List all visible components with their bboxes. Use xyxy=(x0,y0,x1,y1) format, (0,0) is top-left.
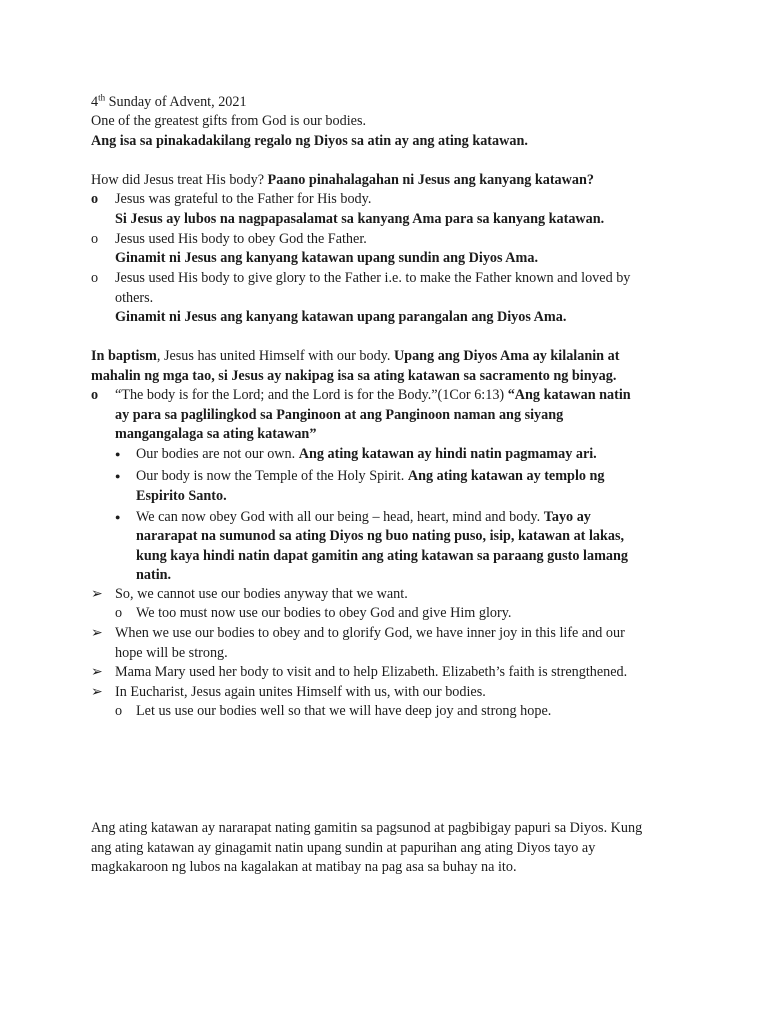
circle-bullet-marker: o xyxy=(115,703,123,719)
dot-bullet-icon: ● xyxy=(115,449,121,459)
point-3-english-line-1: Jesus used His body to give glory to the Father i.e. to make the Father known and loved by xyxy=(115,270,631,286)
dot-item-3-line-1 xyxy=(136,508,591,528)
arrow-bullet-icon: ➢ xyxy=(91,684,103,700)
date-ordinal: th xyxy=(98,92,106,103)
date-text: Sunday of Advent, 2021 xyxy=(105,94,247,110)
question-line xyxy=(91,171,594,191)
dot-item-1 xyxy=(136,445,597,465)
scripture-english: “The body is for the Lord; and the Lord is for the Body.”(1Cor 6:13) xyxy=(115,387,508,403)
circle-bullet-marker: o xyxy=(91,191,99,207)
circle-bullet-marker: o xyxy=(115,605,123,621)
arrow-bullet-icon: ➢ xyxy=(91,625,103,641)
arrow-bullet-icon: ➢ xyxy=(91,586,103,602)
scripture-line-3: mangangalaga sa ating katawan” xyxy=(115,426,317,442)
dot-item-3-english: We can now obey God with all our being – head, heart, mind and body. xyxy=(136,509,544,525)
arrow-item-3: Mama Mary used her body to visit and to help Elizabeth. Elizabeth’s faith is strengthened. xyxy=(115,664,628,680)
dot-item-2-line-2: Espirito Santo. xyxy=(136,488,227,504)
dot-item-1-english: Our bodies are not our own. xyxy=(136,446,299,462)
dot-bullet-icon: ● xyxy=(115,512,121,522)
arrow-item-2-line-2: hope will be strong. xyxy=(115,645,228,661)
baptism-line-2: mahalin ng mga tao, si Jesus ay nakipag isa sa ating katawan sa sacramento ng binyag. xyxy=(91,368,617,384)
scripture-tagalog-start: “Ang katawan natin xyxy=(507,387,631,403)
point-2-english: Jesus used His body to obey God the Father. xyxy=(115,231,367,247)
dot-item-3-line-3: kung kaya hindi natin dapat gamitin ang ating katawan sa paraang gusto lamang xyxy=(136,548,628,564)
dot-item-1-tagalog: Ang ating katawan ay hindi natin pagmamay ari. xyxy=(298,446,597,462)
arrow-item-1: So, we cannot use our bodies anyway that we want. xyxy=(115,586,408,602)
date-number: 4 xyxy=(91,94,99,110)
closing-line-1: Ang ating katawan ay nararapat nating gamitin sa pagsunod at pagbibigay papuri sa Diyos. Kung xyxy=(91,820,643,836)
point-1-tagalog: Si Jesus ay lubos na nagpapasalamat sa kanyang Ama para sa kanyang katawan. xyxy=(115,211,605,227)
dot-item-2-tagalog-start: Ang ating katawan ay templo ng xyxy=(407,468,605,484)
arrow-bullet-icon: ➢ xyxy=(91,664,103,680)
arrow-item-1-sub: We too must now use our bodies to obey God and give Him glory. xyxy=(136,605,512,621)
date-line xyxy=(91,93,247,113)
baptism-line-1 xyxy=(91,347,619,367)
baptism-tagalog-start: Upang ang Diyos Ama ay kilalanin at xyxy=(393,348,620,364)
circle-bullet-marker: o xyxy=(91,270,99,286)
scripture-line-2: ay para sa paglilingkod sa Panginoon at ang Panginoon naman ang siyang xyxy=(115,407,564,423)
arrow-item-2-line-1: When we use our bodies to obey and to glorify God, we have inner joy in this life and our xyxy=(115,625,625,641)
point-2-tagalog: Ginamit ni Jesus ang kanyang katawan upang sundin ang Diyos Ama. xyxy=(115,250,539,266)
baptism-english: , Jesus has united Himself with our body. xyxy=(156,348,394,364)
point-3-english-line-2: others. xyxy=(115,290,154,306)
point-1-english: Jesus was grateful to the Father for His body. xyxy=(115,191,372,207)
question-english: How did Jesus treat His body? xyxy=(91,172,268,188)
scripture-line-1 xyxy=(115,386,631,406)
dot-item-3-line-2: nararapat na sumunod sa ating Diyos ng buo nating puso, isip, katawan at lakas, xyxy=(136,528,625,544)
dot-item-3-tagalog-start: Tayo ay xyxy=(543,509,591,525)
intro-english: One of the greatest gifts from God is our bodies. xyxy=(91,113,367,129)
intro-tagalog: Ang isa sa pinakadakilang regalo ng Diyos sa atin ay ang ating katawan. xyxy=(91,133,528,149)
dot-bullet-icon: ● xyxy=(115,471,121,481)
dot-item-3-line-4: natin. xyxy=(136,567,172,583)
question-tagalog: Paano pinahalagahan ni Jesus ang kanyang katawan? xyxy=(267,172,594,188)
closing-line-2: ang ating katawan ay ginagamit natin upang sundin at papurihan ang ating Diyos tayo ay xyxy=(91,840,596,856)
dot-item-2-english: Our body is now the Temple of the Holy Spirit. xyxy=(136,468,408,484)
dot-item-2-line-1 xyxy=(136,467,605,487)
closing-line-3: magkakaroon ng lubos na kagalakan at matibay na pag asa sa buhay na ito. xyxy=(91,859,517,875)
arrow-item-4-sub: Let us use our bodies well so that we will have deep joy and strong hope. xyxy=(136,703,552,719)
baptism-heading: In baptism xyxy=(91,348,157,364)
circle-bullet-marker: o xyxy=(91,231,99,247)
point-3-tagalog: Ginamit ni Jesus ang kanyang katawan upang parangalan ang Diyos Ama. xyxy=(115,309,567,325)
circle-bullet-marker: o xyxy=(91,387,99,403)
arrow-item-4: In Eucharist, Jesus again unites Himself with us, with our bodies. xyxy=(115,684,486,700)
